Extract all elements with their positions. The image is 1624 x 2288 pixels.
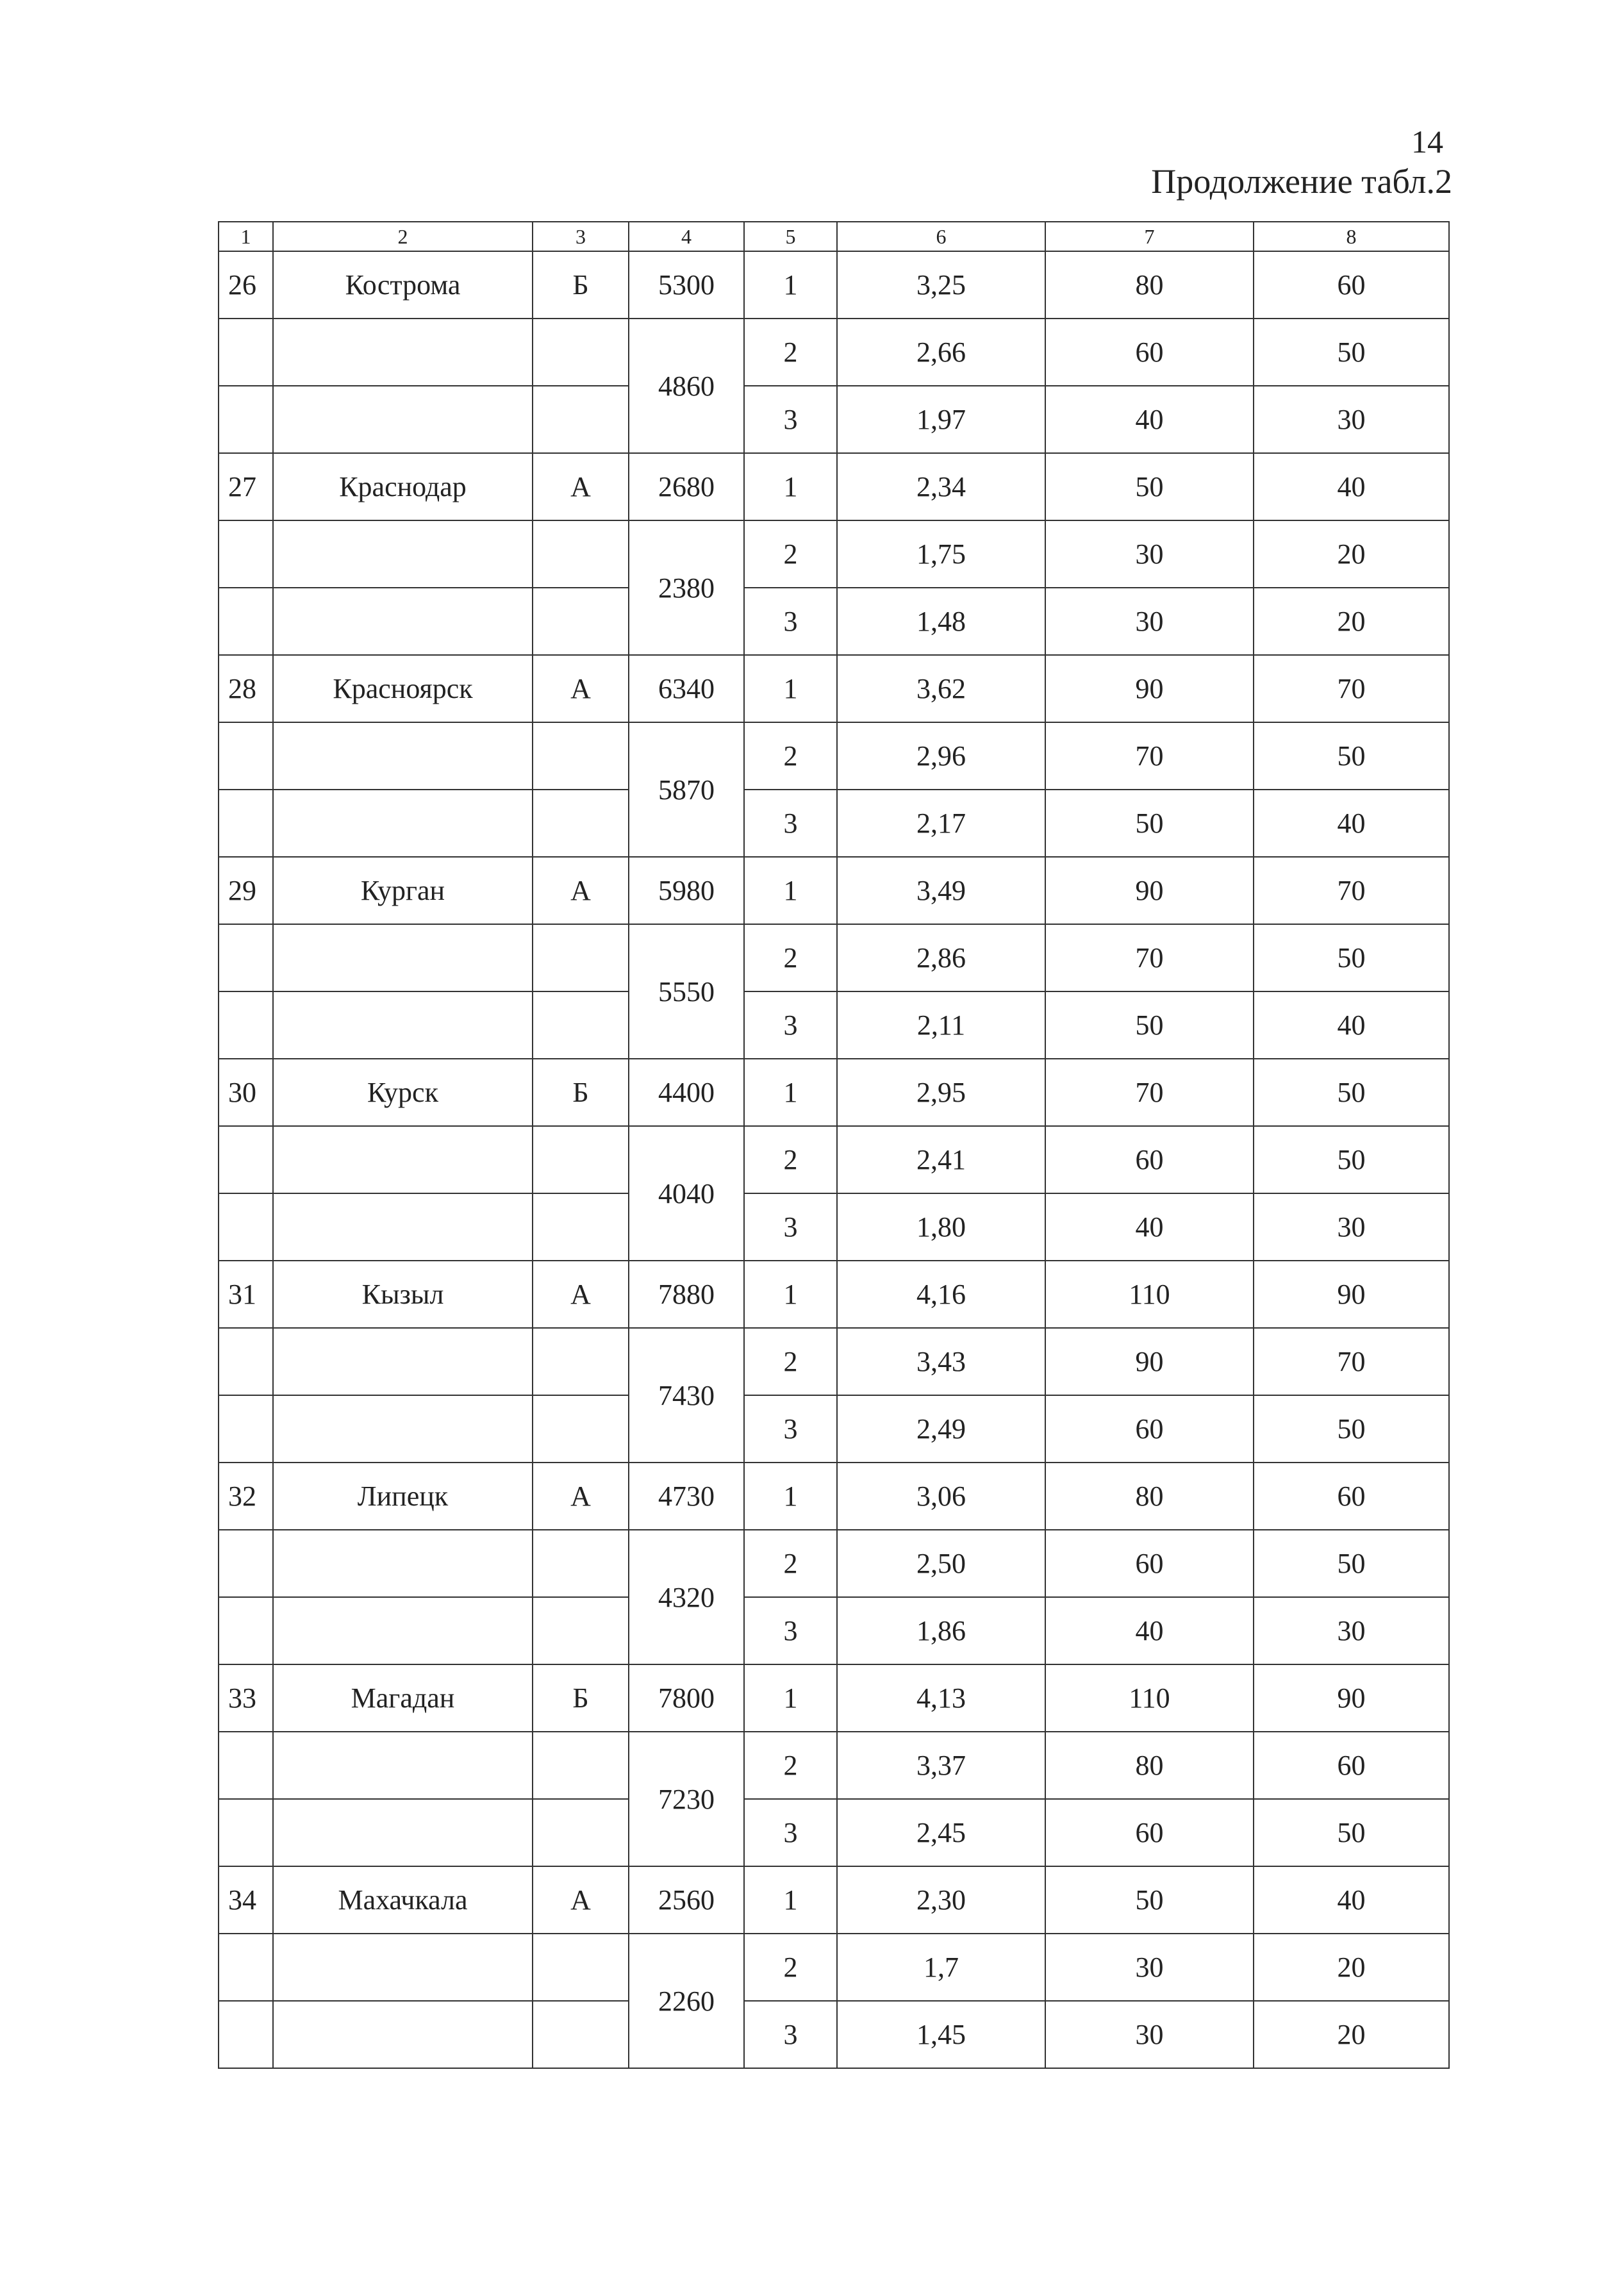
data-cell: 40	[1254, 790, 1449, 857]
data-cell: 40	[1045, 1597, 1254, 1664]
data-cell: 70	[1045, 924, 1254, 991]
data-cell: 2	[744, 1530, 837, 1597]
table-row	[219, 1866, 1449, 1934]
table-row	[219, 1059, 1449, 1126]
column-header: 6	[837, 222, 1045, 251]
value-cell: 5980	[629, 857, 744, 924]
empty-cell	[533, 991, 629, 1059]
data-cell: 60	[1045, 1530, 1254, 1597]
value-cell: 6340	[629, 655, 744, 722]
table-row	[219, 1463, 1449, 1530]
data-cell: 70	[1254, 857, 1449, 924]
data-cell: 70	[1045, 1059, 1254, 1126]
data-cell: 20	[1254, 1934, 1449, 2001]
data-cell: 3	[744, 1395, 837, 1463]
data-cell: 2,96	[837, 722, 1045, 790]
data-cell: 90	[1045, 857, 1254, 924]
data-cell: 4,16	[837, 1261, 1045, 1328]
data-cell: 30	[1254, 386, 1449, 453]
table-row	[219, 1193, 1449, 1261]
empty-cell	[219, 520, 273, 588]
empty-cell	[219, 1328, 273, 1395]
data-cell: 3	[744, 2001, 837, 2068]
empty-cell	[273, 924, 533, 991]
row-number-cell: 32	[219, 1463, 273, 1530]
data-cell: 60	[1045, 1395, 1254, 1463]
data-cell: 2,34	[837, 453, 1045, 520]
city-cell: Липецк	[273, 1463, 533, 1530]
city-cell: Магадан	[273, 1664, 533, 1732]
data-cell: 2	[744, 722, 837, 790]
data-cell: 3,43	[837, 1328, 1045, 1395]
empty-cell	[273, 2001, 533, 2068]
empty-cell	[533, 1193, 629, 1261]
table-row	[219, 386, 1449, 453]
data-cell: 30	[1045, 588, 1254, 655]
data-cell: 2	[744, 1126, 837, 1193]
empty-cell	[219, 2001, 273, 2068]
data-cell: 40	[1254, 1866, 1449, 1934]
data-cell: 110	[1045, 1664, 1254, 1732]
column-header: 1	[219, 222, 273, 251]
empty-cell	[219, 386, 273, 453]
data-cell: 2,17	[837, 790, 1045, 857]
data-table	[218, 221, 1450, 2069]
data-cell: 50	[1045, 1866, 1254, 1934]
empty-cell	[273, 1732, 533, 1799]
data-cell: 1,45	[837, 2001, 1045, 2068]
data-cell: 2,49	[837, 1395, 1045, 1463]
data-cell: 50	[1254, 924, 1449, 991]
data-cell: 1	[744, 1059, 837, 1126]
data-cell: 60	[1045, 1799, 1254, 1866]
column-header: 5	[744, 222, 837, 251]
data-cell: 20	[1254, 520, 1449, 588]
table-row	[219, 1530, 1449, 1597]
data-cell: 60	[1045, 1126, 1254, 1193]
empty-cell	[273, 991, 533, 1059]
city-cell: Махачкала	[273, 1866, 533, 1934]
data-cell: 80	[1045, 1732, 1254, 1799]
table-header-row	[219, 222, 1449, 251]
data-cell: 2	[744, 1328, 837, 1395]
empty-cell	[219, 1799, 273, 1866]
table-row	[219, 453, 1449, 520]
empty-cell	[219, 1395, 273, 1463]
data-cell: 1,48	[837, 588, 1045, 655]
data-cell: 80	[1045, 251, 1254, 319]
value-cell: 5550	[629, 924, 744, 1059]
data-cell: 40	[1254, 453, 1449, 520]
table-row	[219, 1261, 1449, 1328]
data-cell: 3	[744, 991, 837, 1059]
data-cell: 2	[744, 520, 837, 588]
table-caption: Продолжение табл.2	[1151, 162, 1452, 201]
table-row	[219, 2001, 1449, 2068]
empty-cell	[219, 1732, 273, 1799]
data-cell: 3	[744, 1799, 837, 1866]
empty-cell	[219, 1934, 273, 2001]
empty-cell	[533, 588, 629, 655]
data-cell: 3,49	[837, 857, 1045, 924]
table-row	[219, 790, 1449, 857]
row-number-cell: 30	[219, 1059, 273, 1126]
data-cell: 1,7	[837, 1934, 1045, 2001]
empty-cell	[533, 924, 629, 991]
data-cell: 2,86	[837, 924, 1045, 991]
empty-cell	[273, 520, 533, 588]
empty-cell	[219, 1126, 273, 1193]
empty-cell	[273, 319, 533, 386]
empty-cell	[273, 1799, 533, 1866]
data-cell: 1	[744, 251, 837, 319]
empty-cell	[273, 1126, 533, 1193]
data-cell: 50	[1254, 1126, 1449, 1193]
data-cell: 3	[744, 588, 837, 655]
data-cell: 1	[744, 1664, 837, 1732]
empty-cell	[219, 924, 273, 991]
value-cell: 5870	[629, 722, 744, 857]
data-cell: 50	[1254, 1395, 1449, 1463]
column-header: 3	[533, 222, 629, 251]
data-cell: 30	[1254, 1193, 1449, 1261]
table-row	[219, 1126, 1449, 1193]
page-number: 14	[1411, 124, 1443, 160]
row-number-cell: 27	[219, 453, 273, 520]
empty-cell	[533, 1799, 629, 1866]
data-cell: 50	[1254, 1530, 1449, 1597]
category-cell: А	[533, 1866, 629, 1934]
city-cell: Кострома	[273, 251, 533, 319]
data-cell: 50	[1254, 319, 1449, 386]
data-cell: 70	[1254, 655, 1449, 722]
data-cell: 1	[744, 1866, 837, 1934]
data-cell: 30	[1254, 1597, 1449, 1664]
empty-cell	[533, 790, 629, 857]
data-cell: 90	[1254, 1261, 1449, 1328]
table-row	[219, 1934, 1449, 2001]
empty-cell	[219, 588, 273, 655]
empty-cell	[533, 2001, 629, 2068]
data-cell: 2	[744, 1934, 837, 2001]
empty-cell	[273, 1597, 533, 1664]
data-cell: 50	[1254, 1799, 1449, 1866]
table-row	[219, 1597, 1449, 1664]
data-cell: 1,86	[837, 1597, 1045, 1664]
empty-cell	[273, 722, 533, 790]
city-cell: Кызыл	[273, 1261, 533, 1328]
empty-cell	[533, 1934, 629, 2001]
empty-cell	[533, 1126, 629, 1193]
empty-cell	[219, 722, 273, 790]
data-cell: 60	[1254, 251, 1449, 319]
data-cell: 30	[1045, 520, 1254, 588]
value-cell: 2380	[629, 520, 744, 655]
table-row	[219, 520, 1449, 588]
table-row	[219, 251, 1449, 319]
data-cell: 2,30	[837, 1866, 1045, 1934]
data-cell: 1,80	[837, 1193, 1045, 1261]
data-cell: 50	[1254, 722, 1449, 790]
category-cell: Б	[533, 1059, 629, 1126]
empty-cell	[219, 1193, 273, 1261]
data-cell: 3	[744, 1193, 837, 1261]
data-cell: 60	[1045, 319, 1254, 386]
data-cell: 1	[744, 1261, 837, 1328]
city-cell: Красноярск	[273, 655, 533, 722]
data-cell: 90	[1254, 1664, 1449, 1732]
value-cell: 7880	[629, 1261, 744, 1328]
data-cell: 80	[1045, 1463, 1254, 1530]
empty-cell	[273, 386, 533, 453]
empty-cell	[219, 1597, 273, 1664]
empty-cell	[533, 386, 629, 453]
data-cell: 2,66	[837, 319, 1045, 386]
data-cell: 1,97	[837, 386, 1045, 453]
data-cell: 40	[1045, 1193, 1254, 1261]
empty-cell	[273, 1395, 533, 1463]
category-cell: А	[533, 1261, 629, 1328]
empty-cell	[533, 1732, 629, 1799]
data-cell: 2,41	[837, 1126, 1045, 1193]
table-row	[219, 1732, 1449, 1799]
data-cell: 50	[1254, 1059, 1449, 1126]
data-cell: 3,37	[837, 1732, 1045, 1799]
row-number-cell: 34	[219, 1866, 273, 1934]
data-cell: 3,25	[837, 251, 1045, 319]
data-cell: 3,62	[837, 655, 1045, 722]
category-cell: Б	[533, 1664, 629, 1732]
data-cell: 90	[1045, 1328, 1254, 1395]
row-number-cell: 28	[219, 655, 273, 722]
category-cell: А	[533, 453, 629, 520]
table-row	[219, 1328, 1449, 1395]
column-header: 8	[1254, 222, 1449, 251]
data-cell: 3	[744, 386, 837, 453]
value-cell: 2260	[629, 1934, 744, 2068]
data-cell: 50	[1045, 790, 1254, 857]
data-cell: 1,75	[837, 520, 1045, 588]
value-cell: 4730	[629, 1463, 744, 1530]
table-row	[219, 1395, 1449, 1463]
data-cell: 1	[744, 453, 837, 520]
empty-cell	[533, 1395, 629, 1463]
empty-cell	[273, 1530, 533, 1597]
empty-cell	[533, 319, 629, 386]
empty-cell	[533, 1597, 629, 1664]
city-cell: Курган	[273, 857, 533, 924]
value-cell: 2680	[629, 453, 744, 520]
empty-cell	[219, 1530, 273, 1597]
city-cell: Краснодар	[273, 453, 533, 520]
category-cell: Б	[533, 251, 629, 319]
data-cell: 30	[1045, 1934, 1254, 2001]
empty-cell	[273, 1328, 533, 1395]
table-row	[219, 1799, 1449, 1866]
data-cell: 40	[1254, 991, 1449, 1059]
table-row	[219, 1664, 1449, 1732]
table-row	[219, 991, 1449, 1059]
empty-cell	[533, 1328, 629, 1395]
value-cell: 4320	[629, 1530, 744, 1664]
value-cell: 2560	[629, 1866, 744, 1934]
value-cell: 5300	[629, 251, 744, 319]
column-header: 7	[1045, 222, 1254, 251]
table-row	[219, 857, 1449, 924]
data-cell: 2	[744, 319, 837, 386]
data-cell: 70	[1254, 1328, 1449, 1395]
row-number-cell: 33	[219, 1664, 273, 1732]
value-cell: 4040	[629, 1126, 744, 1261]
empty-cell	[533, 520, 629, 588]
category-cell: А	[533, 655, 629, 722]
column-header: 4	[629, 222, 744, 251]
data-cell: 1	[744, 655, 837, 722]
empty-cell	[273, 1934, 533, 2001]
data-cell: 3	[744, 1597, 837, 1664]
empty-cell	[219, 790, 273, 857]
table-row	[219, 655, 1449, 722]
data-cell: 2,95	[837, 1059, 1045, 1126]
data-cell: 110	[1045, 1261, 1254, 1328]
data-cell: 3,06	[837, 1463, 1045, 1530]
data-cell: 3	[744, 790, 837, 857]
data-cell: 2	[744, 924, 837, 991]
empty-cell	[533, 722, 629, 790]
data-cell: 20	[1254, 588, 1449, 655]
empty-cell	[273, 1193, 533, 1261]
value-cell: 7800	[629, 1664, 744, 1732]
row-number-cell: 31	[219, 1261, 273, 1328]
data-cell: 60	[1254, 1732, 1449, 1799]
empty-cell	[273, 588, 533, 655]
data-cell: 2	[744, 1732, 837, 1799]
category-cell: А	[533, 857, 629, 924]
data-cell: 2,45	[837, 1799, 1045, 1866]
data-cell: 30	[1045, 2001, 1254, 2068]
data-cell: 2,11	[837, 991, 1045, 1059]
value-cell: 4860	[629, 319, 744, 453]
data-cell: 50	[1045, 991, 1254, 1059]
table-row	[219, 924, 1449, 991]
data-cell: 1	[744, 1463, 837, 1530]
empty-cell	[219, 991, 273, 1059]
empty-cell	[219, 319, 273, 386]
data-cell: 60	[1254, 1463, 1449, 1530]
value-cell: 7430	[629, 1328, 744, 1463]
data-cell: 4,13	[837, 1664, 1045, 1732]
table-row	[219, 319, 1449, 386]
table-row	[219, 588, 1449, 655]
data-cell: 2,50	[837, 1530, 1045, 1597]
data-cell: 50	[1045, 453, 1254, 520]
data-cell: 70	[1045, 722, 1254, 790]
empty-cell	[273, 790, 533, 857]
data-cell: 1	[744, 857, 837, 924]
value-cell: 4400	[629, 1059, 744, 1126]
row-number-cell: 26	[219, 251, 273, 319]
empty-cell	[533, 1530, 629, 1597]
column-header: 2	[273, 222, 533, 251]
data-cell: 90	[1045, 655, 1254, 722]
category-cell: А	[533, 1463, 629, 1530]
value-cell: 7230	[629, 1732, 744, 1866]
data-cell: 40	[1045, 386, 1254, 453]
data-cell: 20	[1254, 2001, 1449, 2068]
row-number-cell: 29	[219, 857, 273, 924]
city-cell: Курск	[273, 1059, 533, 1126]
table-row	[219, 722, 1449, 790]
